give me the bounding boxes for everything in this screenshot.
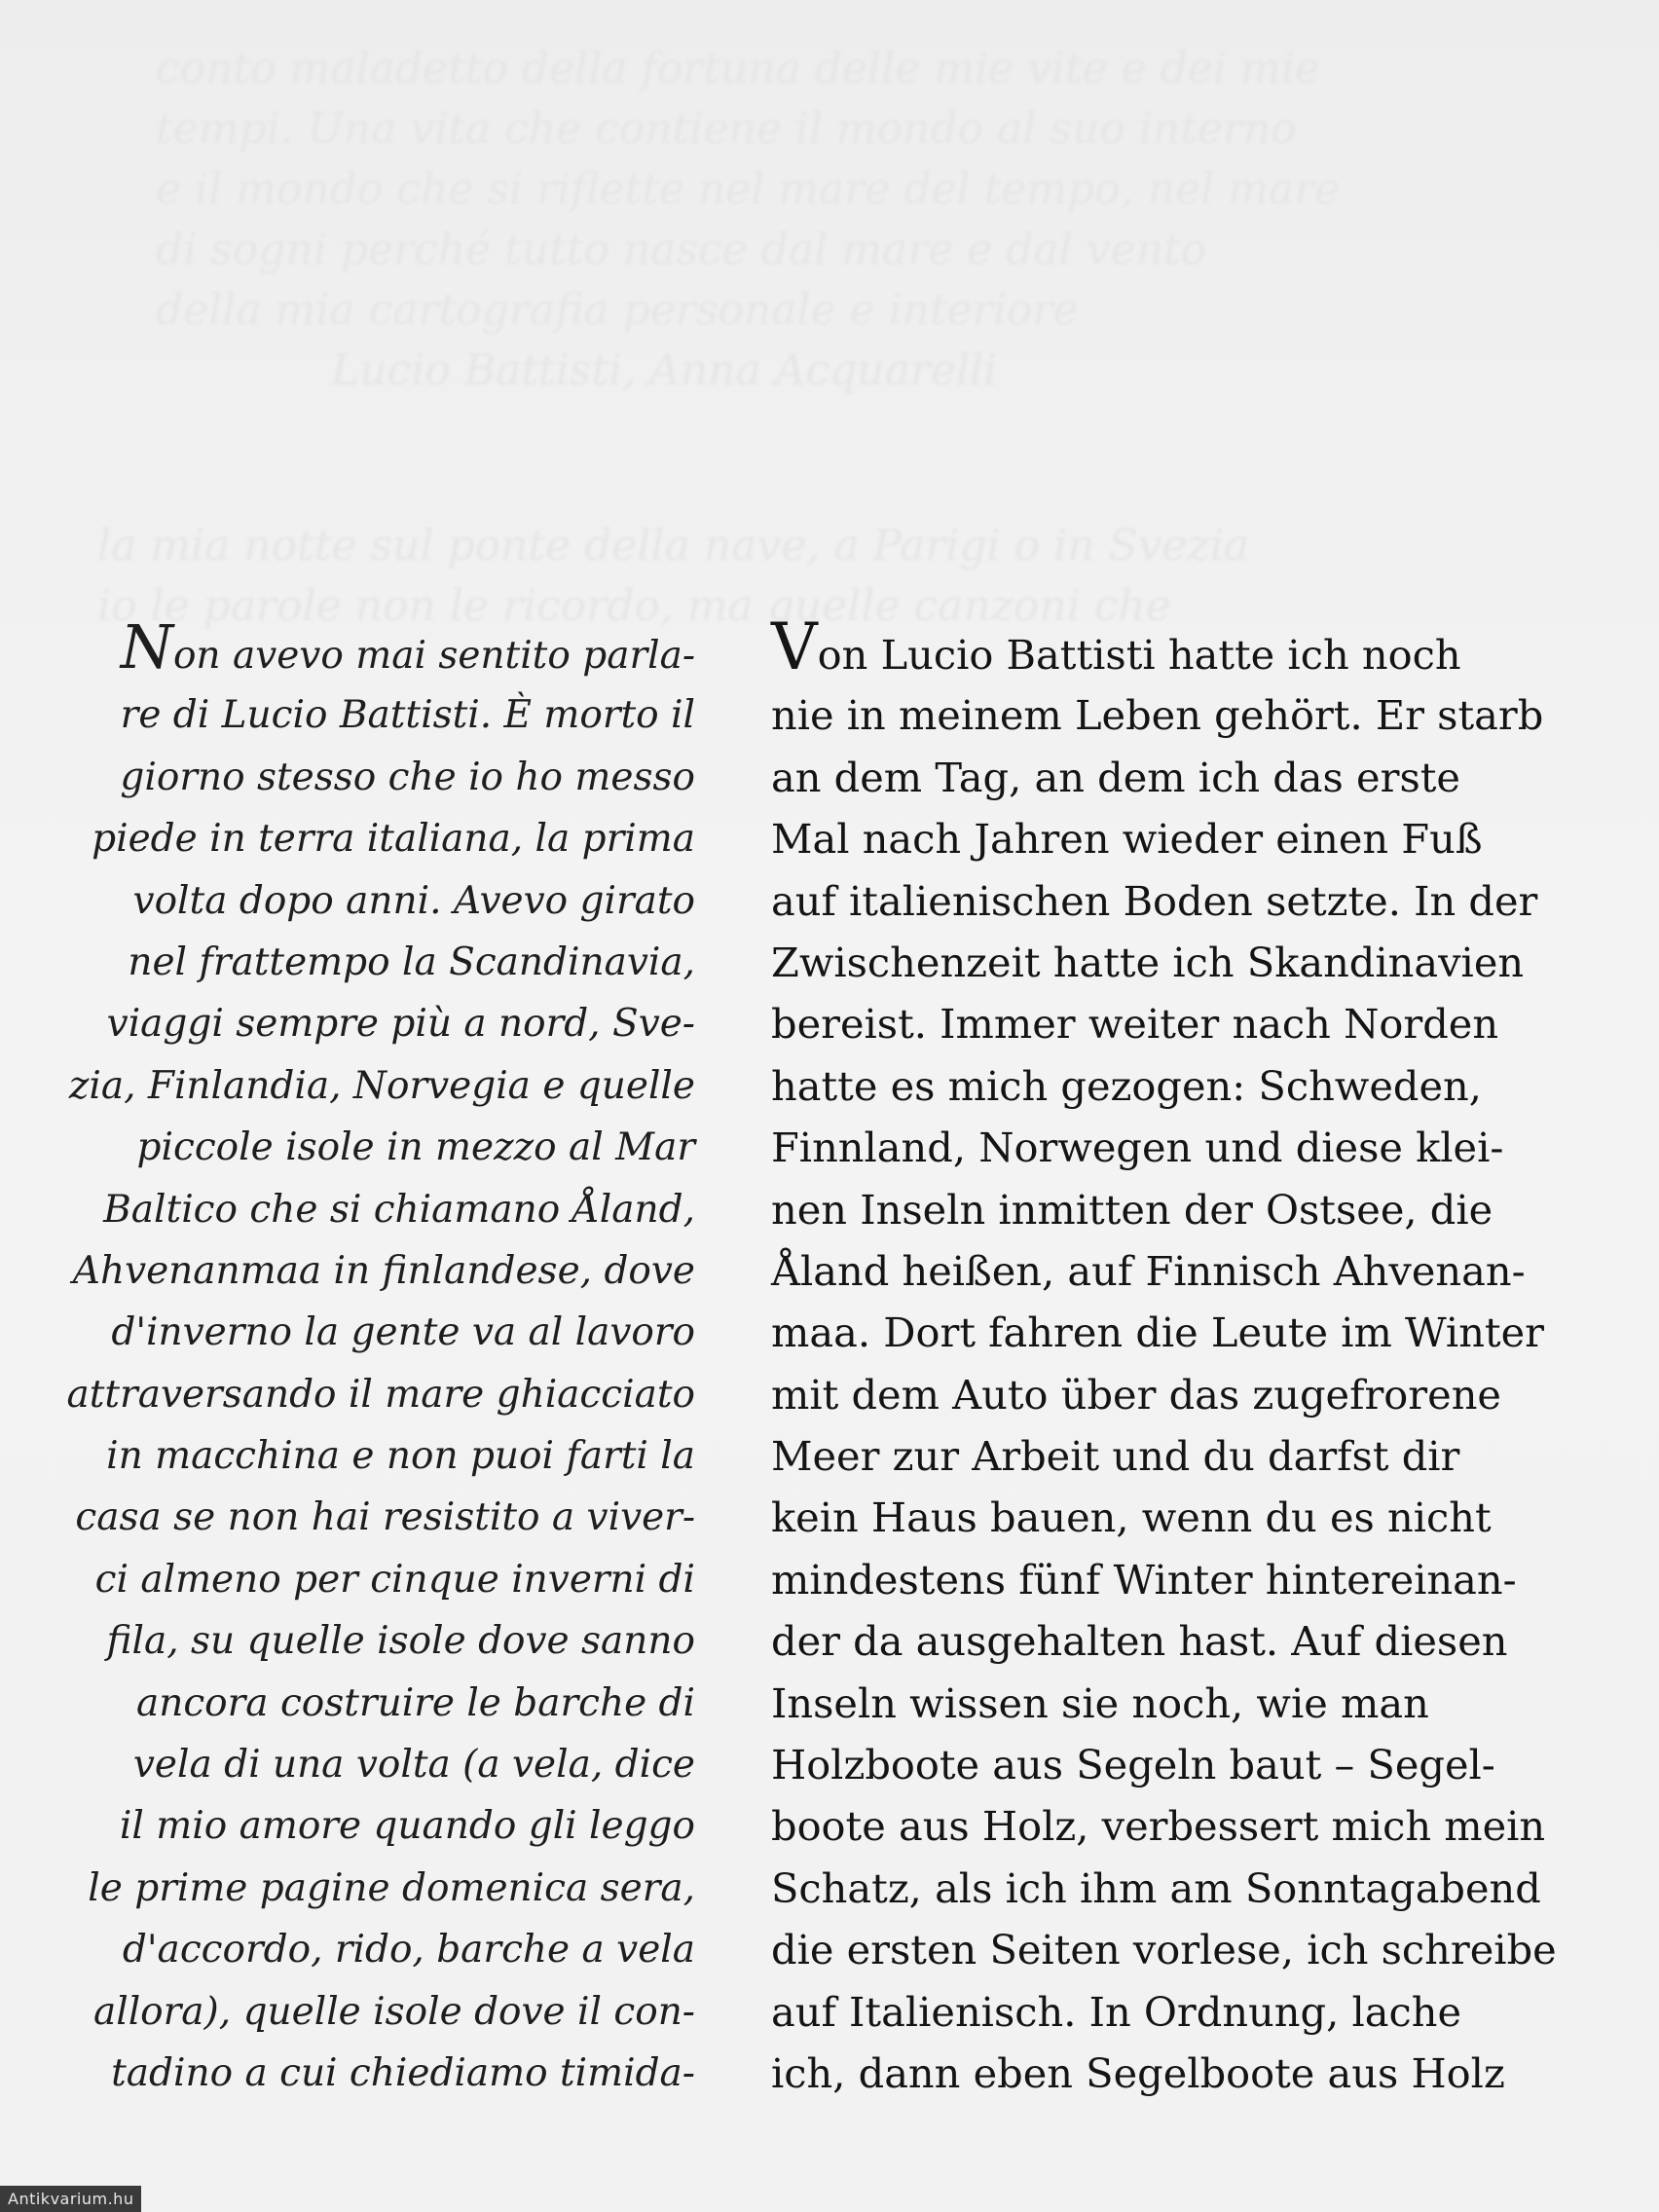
text-line: kein Haus bauen, wenn du es nicht [771,1493,1492,1542]
watermark-label: Antikvarium.hu [0,2186,141,2212]
italian-text-column [49,611,695,2104]
text-line: Åland heißen, auf Finnisch Ahvenan- [771,1246,1526,1295]
text-line: Ahvenanmaa in finlandese, dove [72,1248,695,1293]
text-line: allora), quelle isole dove il con- [92,1989,695,2034]
text-line: bereist. Immer weiter nach Norden [771,1000,1499,1049]
text-line: auf Italienisch. In Ordnung, lache [771,1987,1462,2036]
text-line: volta dopo anni. Avevo girato [132,878,695,923]
text-line: Mal nach Jahren wieder einen Fuß [771,815,1483,864]
drop-cap: N [120,611,173,682]
text-line: ancora costruire le barche di [135,1680,695,1725]
text-line: le prime pagine domenica sera, [88,1865,695,1910]
text-line: d'accordo, rido, barche a vela [122,1928,695,1972]
text-line: ci almeno per cinque inverni di [94,1557,695,1602]
text-line: Non avevo mai sentito parla- [120,611,695,682]
text-line: Meer zur Arbeit und du darfst dir [771,1432,1460,1481]
text-line: an dem Tag, an dem ich das erste [771,753,1460,801]
german-text-column [771,609,1579,2104]
text-line: maa. Dort fahren die Leute im Winter [771,1309,1545,1357]
text-line: viaggi sempre più a nord, Sve- [106,1002,695,1047]
text-line: mindestens fünf Winter hintereinan- [771,1555,1517,1604]
text-line: piccole isole in mezzo al Mar [136,1125,695,1170]
text-line: Von Lucio Battisti hatte ich noch [771,609,1461,684]
text-line: il mio amore quando gli leggo [119,1804,695,1849]
text-line: auf italienischen Boden setzte. In der [771,876,1538,925]
text-line: Holzboote aus Segeln baut – Segel- [771,1741,1495,1789]
text-line: ich, dann eben Segelboote aus Holz [771,2048,1505,2097]
text-line: hatte es mich gezogen: Schweden, [771,1061,1482,1110]
text-line: attraversando il mare ghiacciato [66,1372,695,1417]
text-line: der da ausgehalten hast. Auf diesen [771,1617,1508,1666]
bleed-through-line: di sogni perché tutto nasce dal mare e dal vento [156,225,1207,275]
bleed-through-line: io le parole non le ricordo, ma quelle canzoni che [97,581,1171,631]
text-line: boote aus Holz, verbessert mich mein [771,1802,1546,1851]
text-line: Finnland, Norwegen und diese klei- [771,1124,1504,1172]
text-line: nel frattempo la Scandinavia, [128,940,695,984]
drop-cap: V [771,609,818,684]
text-line: zia, Finlandia, Norvegia e quelle [68,1063,695,1108]
bleed-through-line: della mia cartografia personale e interiore [156,285,1079,335]
bleed-through-line: la mia notte sul ponte della nave, a Parigi o in Svezia [97,521,1250,571]
bleed-through-line: tempi. Una vita che contiene il mondo al suo interno [156,104,1297,154]
text-line: re di Lucio Battisti. È morto il [120,693,695,738]
text-line: piede in terra italiana, la prima [92,817,695,862]
text-line: casa se non hai resistito a viver- [75,1495,695,1540]
bleed-through-line: conto maladetto della fortuna delle mie vite e dei mie [156,44,1320,93]
bleed-through-line: e il mondo che si riflette nel mare del tempo, nel mare [156,165,1341,214]
text-line: in macchina e non puoi farti la [106,1434,695,1479]
text-line: nen Inseln inmitten der Ostsee, die [771,1185,1493,1234]
text-line: Baltico che si chiamano Åland, [103,1187,695,1232]
text-line: nie in meinem Leben gehört. Er starb [771,691,1544,740]
text-line: mit dem Auto über das zugefrorene [771,1370,1501,1419]
text-line: giorno stesso che io ho messo [120,755,695,799]
text-line: tadino a cui chiediamo timida- [111,2050,695,2095]
text-line: vela di una volta (a vela, dice [132,1743,695,1788]
text-line: Inseln wissen sie noch, wie man [771,1678,1429,1727]
text-line: Schatz, als ich ihm am Sonntagabend [771,1863,1541,1912]
text-line: die ersten Seiten vorlese, ich schreibe [771,1926,1557,1974]
bleed-through-line: Lucio Battisti, Anna Acquarelli [331,346,998,395]
text-line: d'inverno la gente va al lavoro [111,1310,695,1355]
text-line: Zwischenzeit hatte ich Skandinavien [771,938,1525,986]
text-line: fila, su quelle isole dove sanno [106,1619,695,1664]
